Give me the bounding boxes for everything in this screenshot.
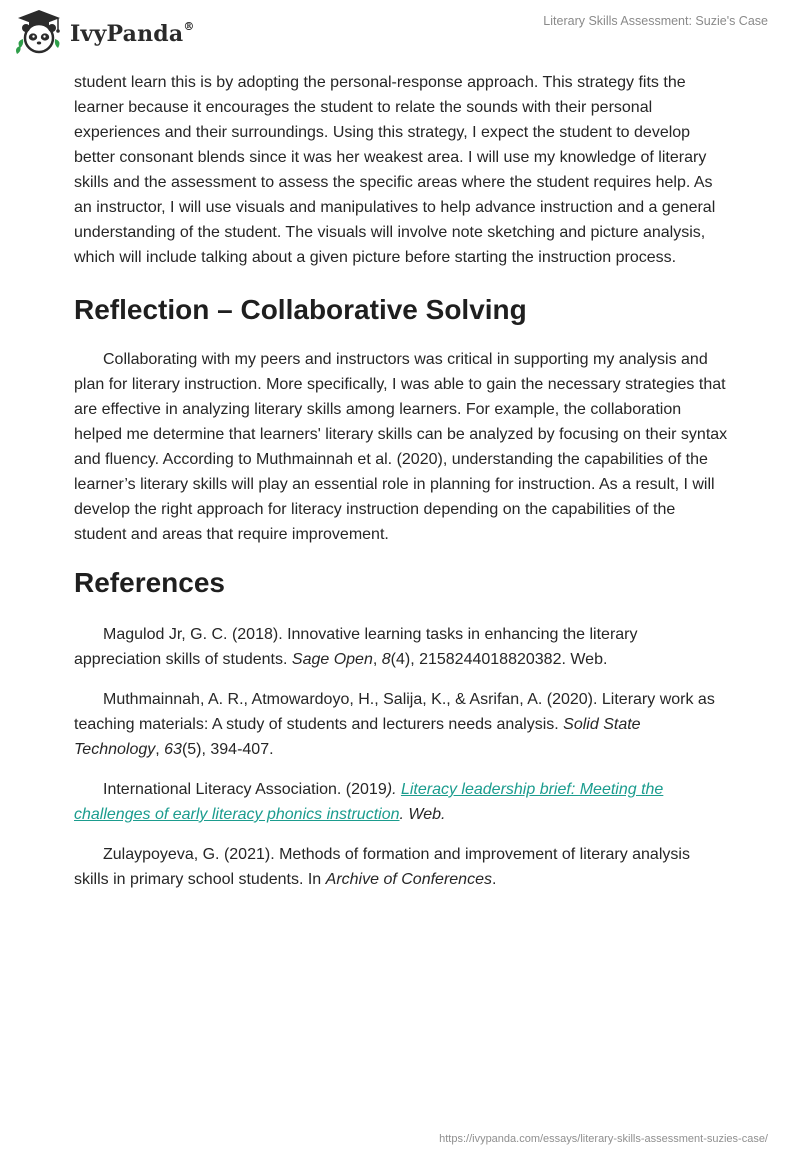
source-url: https://ivypanda.com/essays/literary-skills-assessment-suzies-case/ <box>439 1133 768 1145</box>
reflection-heading: Reflection – Collaborative Solving <box>74 294 527 325</box>
page-header <box>0 0 800 70</box>
ivypanda-logo[interactable] <box>14 6 195 58</box>
article-body <box>74 70 728 907</box>
intro-paragraph: student learn this is by adopting the personal-response approach. This strategy fits the learner because it encourages the student to relate the sounds with their personal experiences and their surroundings. Using this strategy, I expect the student to develop better consonant blends since it was her weakest area. I will use my knowledge of literary skills and the assessment to assess the specific areas where the student requires help. As an instructor, I will use visuals and manipulatives to help advance instruction and a general understanding of the student. The visuals will involve note sketching and picture analysis, which will include talking about a given picture before starting the instruction process. <box>74 74 716 266</box>
document-title: Literary Skills Assessment: Suzie's Case <box>543 14 768 28</box>
reference-item: Muthmainnah, A. R., Atmowardoyo, H., Salija, K., & Asrifan, A. (2020). Literary work as teaching materials: A study of students and lecturers needs analysis. Solid State Technology, 63(5), 394-407. <box>74 691 715 758</box>
reference-item: Zulaypoyeva, G. (2021). Methods of formation and improvement of literary analysis skills in primary school students. In Archive of Conferences. <box>74 846 690 888</box>
panda-graduation-cap-icon <box>14 8 64 56</box>
brand-name: IvyPanda® <box>70 19 195 47</box>
reference-item: Magulod Jr, G. C. (2018). Innovative learning tasks in enhancing the literary appreciation skills of students. Sage Open, 8(4), 2158244018820382. Web. <box>74 626 638 668</box>
references-heading: References <box>74 567 225 598</box>
reference-item: International Literacy Association. (2019). Literacy leadership brief: Meeting the challenges of early literacy phonics instruction. Web. <box>74 781 664 823</box>
reference-link[interactable]: Literacy leadership brief: Meeting the challenges of early literacy phonics instruction <box>74 781 664 823</box>
reflection-paragraph: Collaborating with my peers and instructors was critical in supporting my analysis and plan for literary instruction. More specifically, I was able to gain the necessary strategies that are effective in analyzing literary skills among learners. For example, the collaboration helped me determine that learners' literary skills can be analyzed by focusing on their syntax and fluency. According to Muthmainnah et al. (2020), understanding the capabilities of the learner’s literary skills will play an essential role in planning for instruction. As a result, I will develop the right approach for literacy instruction depending on the capabilities of the student and areas that require improvement. <box>74 351 728 543</box>
